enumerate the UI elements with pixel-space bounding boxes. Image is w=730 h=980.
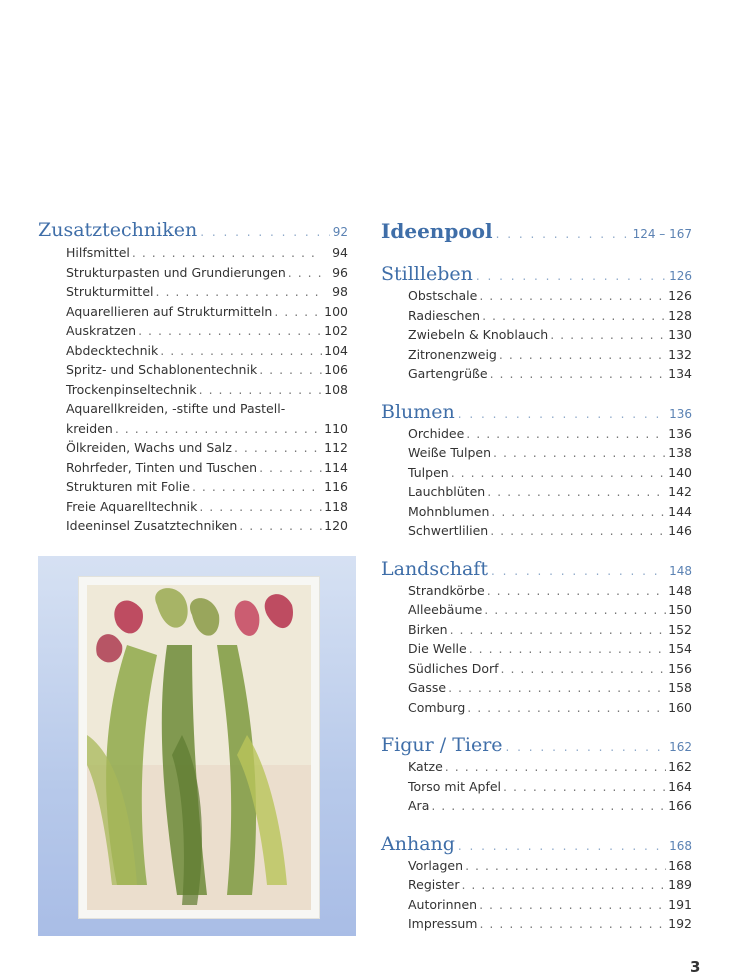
entry-page: 114	[324, 459, 348, 475]
leader-dots	[200, 225, 329, 239]
leader-dots	[467, 698, 666, 718]
entry-label: Lauchblüten	[408, 484, 486, 499]
toc-left-column	[38, 219, 348, 536]
toc-section-figur-tiere	[381, 734, 692, 816]
entry-label: Alleebäume	[408, 602, 483, 617]
entry-page: 164	[668, 778, 692, 794]
entry-label: Birken	[408, 621, 448, 637]
toc-entry[interactable]	[381, 856, 692, 876]
toc-entry[interactable]	[38, 516, 348, 536]
entry-page: 108	[324, 381, 348, 397]
entry-page: 154	[668, 641, 692, 656]
toc-entry[interactable]	[381, 325, 692, 345]
entry-page: 126	[668, 288, 692, 303]
leader-dots	[490, 521, 666, 541]
entry-page: 132	[668, 346, 692, 362]
entry-page: 146	[668, 523, 692, 538]
toc-section-blumen	[381, 401, 692, 541]
toc-entry[interactable]	[381, 306, 692, 326]
leader-dots	[491, 502, 666, 522]
leader-dots	[466, 424, 666, 444]
entry-label: Gartengrüße	[408, 366, 488, 381]
toc-section-zusatztechniken	[38, 219, 348, 241]
entry-page: 156	[668, 660, 692, 676]
leader-dots	[458, 839, 666, 853]
main-page-range: 124 – 167	[632, 227, 692, 241]
leader-dots	[479, 914, 666, 934]
toc-entry[interactable]	[38, 321, 348, 341]
toc-entry[interactable]	[381, 364, 692, 384]
entry-page: 138	[668, 445, 692, 460]
toc-entry[interactable]	[381, 796, 692, 816]
entry-label: Schwertlilien	[408, 523, 489, 538]
leader-dots	[156, 282, 323, 302]
toc-entry[interactable]	[381, 875, 692, 895]
entry-page: 98	[332, 284, 348, 299]
toc-entry[interactable]	[381, 698, 692, 718]
leader-dots	[476, 269, 666, 283]
leader-dots	[469, 639, 666, 659]
toc-entry[interactable]	[381, 914, 692, 934]
leader-dots	[239, 516, 322, 536]
leader-dots	[491, 564, 666, 578]
entry-page: 158	[668, 680, 692, 695]
toc-main-ideenpool	[381, 219, 692, 243]
section-heading[interactable]	[381, 401, 692, 423]
section-page: 168	[669, 838, 692, 853]
leader-dots	[487, 581, 666, 601]
leader-dots	[288, 263, 322, 283]
entry-label: Ideeninsel Zusatztechniken	[66, 518, 238, 533]
entry-page: 140	[668, 464, 692, 480]
toc-section-landschaft	[381, 558, 692, 718]
entry-page: 104	[324, 342, 348, 358]
leader-dots	[506, 740, 667, 754]
tulip-painting	[87, 585, 311, 910]
entry-label: Radieschen	[408, 307, 481, 323]
toc-entry[interactable]	[38, 380, 348, 400]
leader-dots	[451, 463, 666, 483]
leader-dots	[499, 345, 666, 365]
toc-entry[interactable]	[38, 438, 348, 458]
entry-label: Impressum	[408, 916, 478, 931]
entry-page: 160	[668, 699, 692, 715]
toc-entry[interactable]	[381, 424, 692, 444]
toc-entry[interactable]	[381, 600, 692, 620]
entry-page: 148	[668, 582, 692, 598]
entry-label: Vorlagen	[408, 857, 464, 873]
section-heading[interactable]	[381, 734, 692, 756]
toc-sections	[381, 263, 692, 934]
entry-page: 192	[668, 916, 692, 931]
entry-label: Trockenpinseltechnik	[66, 381, 197, 397]
entry-label: Strukturen mit Folie	[66, 479, 190, 494]
entry-page: 112	[324, 440, 348, 455]
leader-dots	[132, 243, 322, 263]
section-page: 136	[669, 406, 692, 421]
entry-label: Aquarellieren auf Strukturmitteln	[66, 303, 273, 319]
entry-page: 120	[324, 518, 348, 533]
toc-entry[interactable]	[381, 757, 692, 777]
leader-dots	[496, 227, 630, 241]
entry-label: Die Welle	[408, 641, 467, 656]
section-page: 148	[669, 563, 692, 578]
toc-entry[interactable]	[38, 282, 348, 302]
entry-label: Ara	[408, 798, 430, 813]
entry-label: Torso mit Apfel	[408, 778, 502, 794]
leader-dots	[484, 600, 666, 620]
leader-dots	[234, 438, 322, 458]
entry-label: Strukturmittel	[66, 284, 154, 299]
section-page: 92	[332, 225, 348, 239]
entry-label: Mohnblumen	[408, 503, 490, 519]
leader-dots	[479, 895, 666, 915]
entry-page: 168	[668, 857, 692, 873]
leader-dots	[199, 380, 322, 400]
entry-page: 150	[668, 602, 692, 617]
section-page: 162	[669, 740, 692, 754]
entry-label: Südliches Dorf	[408, 660, 499, 676]
entry-page: 136	[668, 425, 692, 441]
leader-dots	[199, 497, 322, 517]
leader-dots	[487, 482, 666, 502]
main-title: Ideenpool	[381, 219, 493, 243]
toc-entry[interactable]	[381, 659, 692, 679]
entry-label: Abdecktechnik	[66, 342, 159, 358]
leader-dots	[445, 757, 666, 777]
toc-entry[interactable]	[381, 620, 692, 640]
entry-label: Ölkreiden, Wachs und Salz	[66, 440, 232, 455]
entry-label: Autorinnen	[408, 896, 478, 912]
leader-dots	[259, 360, 322, 380]
entry-page: 134	[668, 366, 692, 381]
toc-entry[interactable]	[381, 286, 692, 306]
page-number: 3	[690, 958, 701, 976]
entry-label: Auskratzen	[66, 323, 137, 338]
leader-dots	[501, 659, 666, 679]
toc-section-anhang	[381, 833, 692, 934]
entry-page: 116	[324, 479, 348, 494]
leader-dots	[274, 302, 322, 322]
toc-entry[interactable]	[381, 678, 692, 698]
section-heading[interactable]	[381, 833, 692, 855]
tulip-watercolor-image	[38, 556, 356, 936]
toc-entry[interactable]	[381, 581, 692, 601]
entry-page: 130	[668, 327, 692, 342]
entry-page: 100	[324, 303, 348, 319]
entry-page: 144	[668, 503, 692, 519]
leader-dots	[482, 306, 666, 326]
section-title: Anhang	[381, 832, 455, 855]
entry-page: 110	[324, 420, 348, 436]
toc-entry[interactable]	[38, 360, 348, 380]
leader-dots	[465, 856, 666, 876]
toc-entry[interactable]	[38, 341, 348, 361]
entry-page: 96	[332, 264, 348, 280]
toc-entry[interactable]	[381, 345, 692, 365]
entry-label: Katze	[408, 759, 443, 774]
toc-right-column	[381, 219, 692, 951]
leader-dots	[493, 443, 666, 463]
toc-entry[interactable]	[381, 482, 692, 502]
toc-entry[interactable]	[381, 463, 692, 483]
toc-entry[interactable]	[38, 477, 348, 497]
leader-dots	[479, 286, 666, 306]
entry-page: 128	[668, 307, 692, 323]
entry-label: Freie Aquarelltechnik	[66, 498, 198, 514]
toc-items	[38, 243, 348, 536]
image-frame	[78, 576, 320, 919]
entry-label: Strukturpasten und Grundierungen	[66, 264, 286, 280]
section-heading[interactable]	[381, 558, 692, 580]
entry-page: 162	[668, 759, 692, 774]
leader-dots	[192, 477, 322, 497]
toc-entry[interactable]	[38, 243, 348, 263]
entry-page: 191	[668, 896, 692, 912]
toc-entry[interactable]	[38, 302, 348, 322]
leader-dots	[490, 364, 666, 384]
section-title: Stillleben	[381, 263, 473, 285]
entry-label: Register	[408, 877, 460, 892]
entry-label: Strandkörbe	[408, 582, 485, 598]
leader-dots	[259, 458, 322, 478]
toc-entry[interactable]	[38, 497, 348, 517]
leader-dots	[550, 325, 666, 345]
toc-entry[interactable]	[381, 521, 692, 541]
entry-label: Zwiebeln & Knoblauch	[408, 327, 549, 342]
section-title: Figur / Tiere	[381, 734, 503, 756]
entry-label: Hilfsmittel	[66, 245, 130, 260]
entry-page: 118	[324, 498, 348, 514]
section-title: Landschaft	[381, 557, 488, 580]
entry-label: kreiden	[66, 420, 113, 436]
entry-page: 142	[668, 484, 692, 499]
entry-page: 152	[668, 621, 692, 637]
entry-page: 106	[324, 362, 348, 377]
section-page: 126	[669, 269, 692, 283]
section-title: Zusatztechniken	[38, 219, 198, 241]
leader-dots	[458, 407, 666, 421]
leader-dots	[160, 341, 322, 361]
entry-label: Zitronenzweig	[408, 346, 497, 362]
leader-dots	[503, 777, 666, 797]
entry-label: Tulpen	[408, 464, 449, 480]
entry-label: Aquarellkreiden, -stifte und Pastell-	[66, 401, 286, 416]
entry-page: 166	[668, 798, 692, 813]
entry-label: Orchidee	[408, 425, 465, 441]
leader-dots	[461, 875, 666, 895]
toc-entry[interactable]	[381, 443, 692, 463]
entry-page: 102	[324, 323, 348, 338]
leader-dots	[431, 796, 666, 816]
entry-label: Obstschale	[408, 288, 478, 303]
toc-entry[interactable]	[381, 895, 692, 915]
toc-entry[interactable]	[381, 639, 692, 659]
entry-label: Gasse	[408, 680, 447, 695]
entry-label: Comburg	[408, 699, 466, 715]
toc-section-stillleben	[381, 263, 692, 384]
entry-label: Rohrfeder, Tinten und Tuschen	[66, 459, 258, 475]
toc-entry[interactable]	[38, 263, 348, 283]
leader-dots	[448, 678, 666, 698]
entry-label: Weiße Tulpen	[408, 445, 492, 460]
leader-dots	[138, 321, 322, 341]
toc-entry[interactable]	[381, 777, 692, 797]
leader-dots	[450, 620, 666, 640]
toc-entry[interactable]	[38, 399, 348, 419]
entry-label: Spritz- und Schablonentechnik	[66, 362, 258, 377]
section-heading[interactable]	[381, 263, 692, 285]
entry-page: 189	[668, 877, 692, 892]
toc-entry[interactable]	[38, 458, 348, 478]
toc-entry[interactable]	[381, 502, 692, 522]
entry-page: 94	[332, 245, 348, 260]
toc-entry[interactable]	[38, 419, 348, 439]
leader-dots	[115, 419, 322, 439]
section-title: Blumen	[381, 400, 455, 423]
